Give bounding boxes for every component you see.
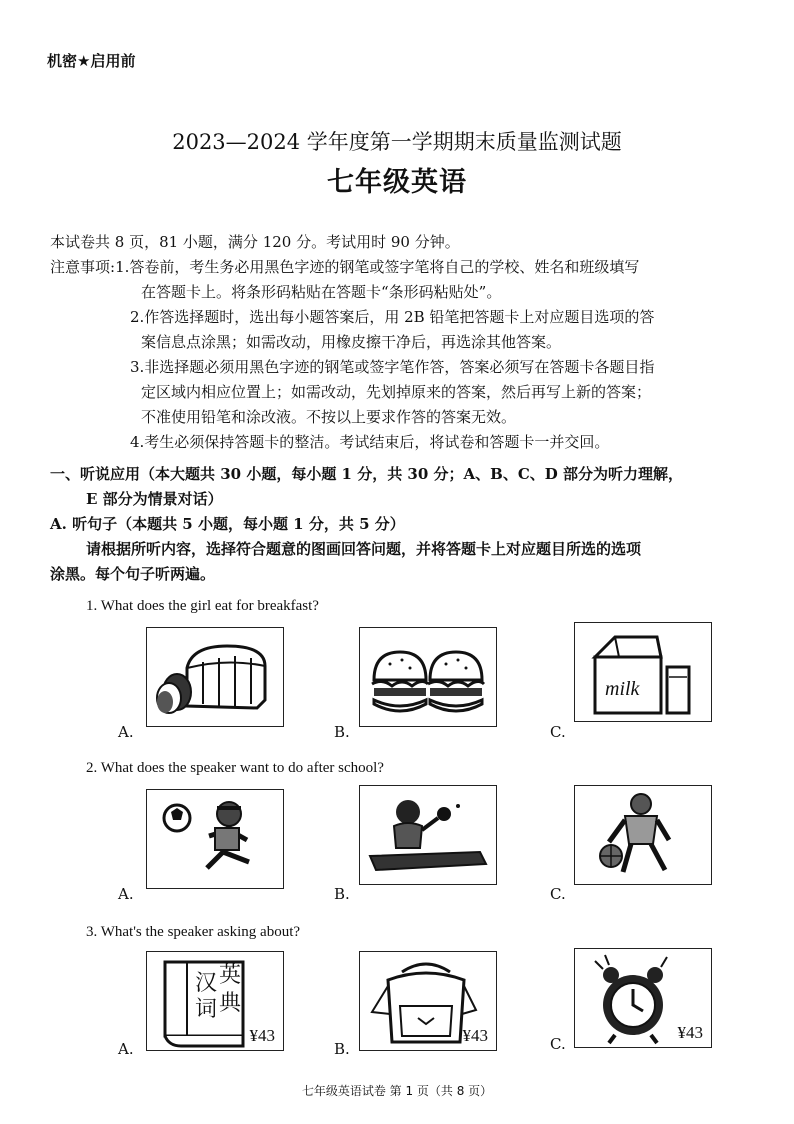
q1-option-a-image[interactable]	[146, 627, 284, 727]
price-tag: ¥43	[249, 1026, 275, 1045]
note-3-line-1: 3.非选择题必须用黑色字迹的钢笔或签字笔作答，答案必须写在答题卡各题目指	[130, 358, 655, 376]
milk-icon	[575, 623, 711, 721]
question-2-text: 2. What does the speaker want to do after school?	[86, 760, 384, 776]
q2-option-c-label[interactable]: C.	[550, 885, 566, 903]
soccer-icon	[147, 790, 283, 888]
price-tag: ¥43	[677, 1023, 703, 1042]
confidential-label: 机密★启用前	[47, 52, 136, 70]
q3-option-c-label[interactable]: C.	[550, 1035, 566, 1053]
intro-text: 本试卷共 8 页，81 小题，满分 120 分。考试用时 90 分钟。	[50, 233, 460, 251]
q2-option-b-label[interactable]: B.	[334, 885, 350, 903]
q3-option-b-image[interactable]	[359, 951, 497, 1051]
hamburger-icon	[360, 628, 496, 726]
q2-option-c-image[interactable]	[574, 785, 712, 885]
q1-option-b-image[interactable]	[359, 627, 497, 727]
note-1-line-1: 1.答卷前，考生务必用黑色字迹的钢笔或签字笔将自己的学校、姓名和班级填写	[115, 258, 640, 276]
dict-char-3: 词	[195, 997, 218, 1022]
instruction-line-1: 请根据所听内容，选择符合题意的图画回答问题，并将答题卡上对应题目所选的选项	[86, 540, 642, 558]
bread-icon	[147, 628, 283, 726]
note-3-line-2: 定区域内相应位置上；如需改动，先划掉原来的答案，然后再写上新的答案；	[141, 383, 652, 401]
notes-label: 注意事项:	[50, 258, 116, 276]
note-1-line-2: 在答题卡上。将条形码粘贴在答题卡“条形码粘贴处”。	[141, 283, 502, 301]
table-tennis-icon	[360, 786, 496, 884]
question-1-text: 1. What does the girl eat for breakfast?	[86, 598, 319, 614]
note-4: 4.考生必须保持答题卡的整洁。考试结束后，将试卷和答题卡一并交回。	[130, 433, 610, 451]
section1-heading-line-2: E 部分为情景对话）	[86, 490, 223, 508]
notes-line-1	[50, 256, 639, 277]
instruction-line-2: 涂黑。每个句子听两遍。	[50, 565, 216, 583]
basketball-icon	[575, 786, 711, 884]
question-3-text: 3. What's the speaker asking about?	[86, 924, 301, 940]
note-2-line-2: 案信息点涂黑；如需改动，用橡皮擦干净后，再选涂其他答案。	[141, 333, 562, 351]
page-footer: 七年级英语试卷 第 1 页（共 8 页）	[301, 1084, 493, 1098]
note-3-line-3: 不准使用铅笔和涂改液。不按以上要求作答的答案无效。	[141, 408, 517, 426]
dict-char-4: 典	[219, 991, 242, 1016]
q2-option-b-image[interactable]	[359, 785, 497, 885]
milk-label: milk	[605, 678, 640, 700]
q2-option-a-image[interactable]	[146, 789, 284, 889]
q1-option-c-image[interactable]	[574, 622, 712, 722]
dict-char-1: 汉	[195, 971, 218, 996]
q1-option-b-label[interactable]: B.	[334, 723, 350, 741]
q3-option-a-label[interactable]: A.	[118, 1040, 134, 1058]
q1-option-a-label[interactable]: A.	[118, 723, 134, 741]
q1-option-c-label[interactable]: C.	[550, 723, 566, 741]
q3-option-b-label[interactable]: B.	[334, 1040, 350, 1058]
exam-title: 2023—2024 学年度第一学期期末质量监测试题	[172, 130, 622, 154]
note-2-line-1: 2.作答选择题时，选出每小题答案后，用 2B 铅笔把答题卡上对应题目选项的答	[130, 308, 655, 326]
dict-char-2: 英	[219, 963, 242, 988]
q2-option-a-label[interactable]: A.	[118, 885, 134, 903]
q3-option-c-image[interactable]	[574, 948, 712, 1048]
exam-subtitle: 七年级英语	[327, 167, 467, 198]
section1-heading-line-1: 一、听说应用（本大题共 30 小题，每小题 1 分，共 30 分；A、B、C、D 部分为听力理解，	[50, 465, 684, 483]
part-a-heading: A. 听句子（本题共 5 小题，每小题 1 分，共 5 分）	[50, 515, 405, 533]
price-tag: ¥43	[462, 1026, 488, 1045]
q3-option-a-image[interactable]	[146, 951, 284, 1051]
